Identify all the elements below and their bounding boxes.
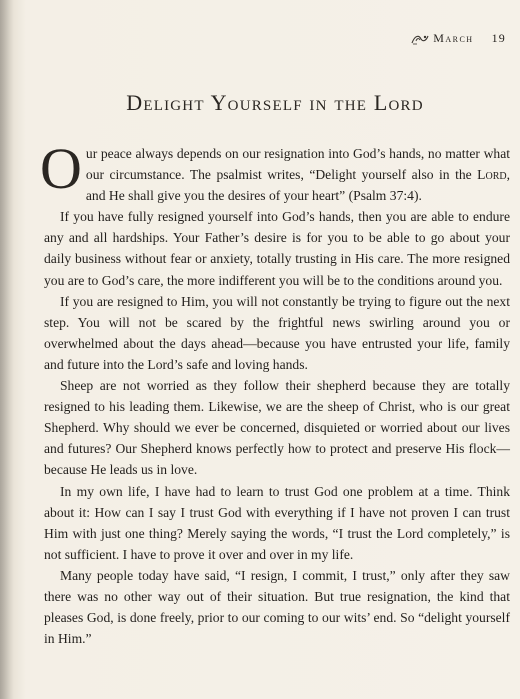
page-title: Delight Yourself in the Lord [126,90,424,115]
running-head [411,31,506,46]
paragraph-1-text-b: , and He shall give you the desires of your heart” (Psalm 37:4). [85,167,510,204]
paragraph-2: If you have fully resigned yourself into God’s hands, then you are able to endure any and all hardships. Your Father’s desire is for you to be able to go about your daily business without fear or anxiety, totally trusting in His care. The more resigned you are to God’s care, the more indifferent you will be to the conditions around you. [44,209,510,288]
paragraph-1 [40,136,510,206]
paragraph-1-text-a: ur peace always depends on our resignation into God’s hands, no matter what our circumstance. The psalmist writes, “Delight yourself also in the [85,146,510,183]
flourish-ornament-icon [411,33,429,45]
paragraph-3: If you are resigned to Him, you will not constantly be trying to figure out the next step. You will not be scared by the frightful news swirling around you or overwhelmed about the days ahead—because you have entrusted your life, family and future into the Lord’s safe and loving hands. [44,293,510,372]
paragraph-6: Many people today have said, “I resign, I commit, I trust,” only after they saw there was no other way out of their situation. But true resignation, the kind that pleases God, is done freely, prior to our coming to our wits’ end. So “delight yourself in Him.” [44,567,510,647]
paragraph-5: In my own life, I have had to learn to trust God one problem at a time. Think about it: How can I say I trust God with everything if I have not proven I can trust Him with just one thing? Merely saying the words, “I trust the Lord completely,” is not sufficient. I have to prove it over and over in my life. [44,483,510,562]
running-head-day: 19 [491,31,506,45]
lord-small-caps: Lord [477,167,507,183]
page-gutter-shadow [0,0,14,699]
body-text [40,136,510,649]
paragraph-4: Sheep are not worried as they follow their shepherd because they are totally resigned to his leading them. Likewise, we are the sheep of Christ, who is our great Shepherd. Why should we ever be concerned, disquieted or worried about our lives and futures? Our Shepherd knows perfectly how to protect and preserve His flock—because He leads us in love. [44,378,510,478]
drop-cap: O [40,136,82,201]
running-head-month: March [433,31,474,45]
